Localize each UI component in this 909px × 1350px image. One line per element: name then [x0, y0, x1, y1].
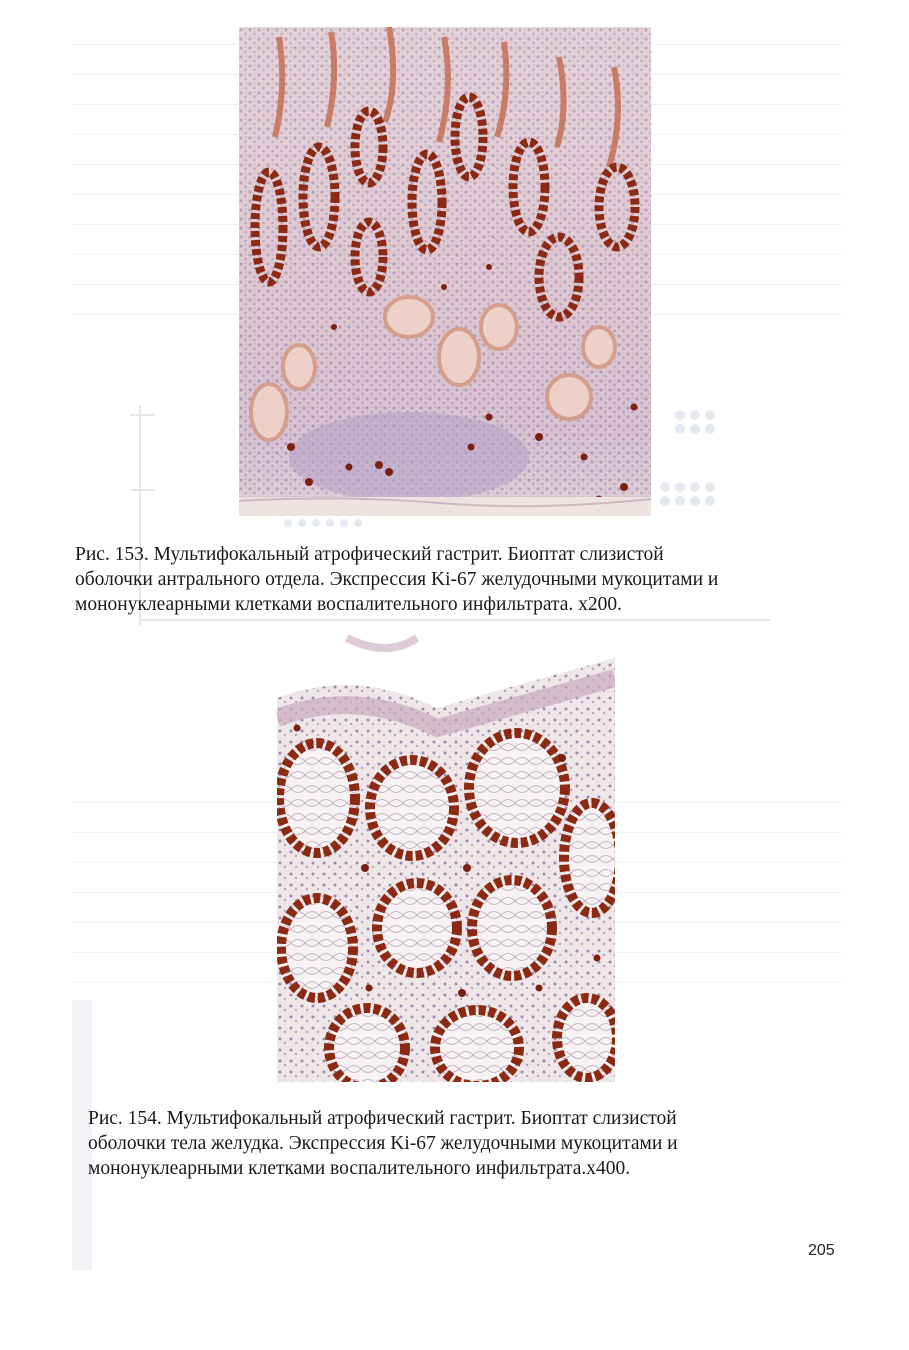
caption-line: Рис. 153. Мультифокальный атрофический гастрит. Биоптат слизистой — [75, 544, 664, 565]
caption-line: мононуклеарными клетками воспалительного инфильтрата.х400. — [88, 1158, 631, 1179]
figure-153-micrograph — [239, 27, 651, 516]
caption-line: мононуклеарными клетками воспалительного инфильтрата. х200. — [75, 594, 623, 615]
caption-line: оболочки антрального отдела. Экспрессия Ki-67 желудочными мукоцитами и — [75, 569, 719, 590]
figure-154-micrograph — [277, 628, 615, 1082]
caption-line: Рис. 154. Мультифокальный атрофический гастрит. Биоптат слизистой — [88, 1108, 677, 1129]
figure-153-caption — [75, 542, 839, 617]
page-number: 205 — [808, 1242, 835, 1259]
caption-line: оболочки тела желудка. Экспрессия Ki-67 желудочными мукоцитами и — [88, 1133, 678, 1154]
figure-154-caption — [88, 1106, 838, 1181]
